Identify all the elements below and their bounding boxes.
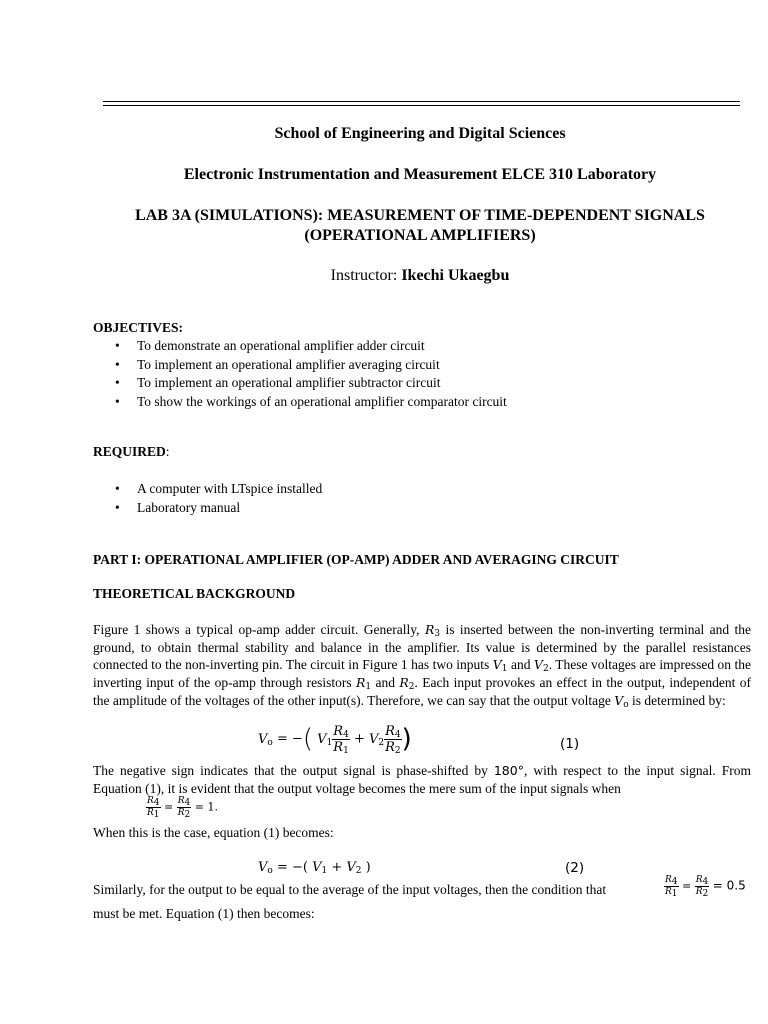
- objective-item: • To demonstrate an operational amplifier adder circuit: [112, 337, 507, 356]
- p1-text-c: and: [507, 657, 534, 673]
- objectives-heading: OBJECTIVES:: [93, 320, 184, 335]
- p2-text-c: .: [214, 800, 218, 814]
- equation-1: $V_o$ = −( $V_1$ $\frac{R_4}{R_1}$ + $V_2$ $\frac{R_4}{R_2}$ ): [258, 723, 412, 756]
- objective-item: • To implement an operational amplifier averaging circuit: [112, 356, 507, 375]
- p1-text-b: is inserted between the non-inverting terminal and the ground, to obtain thermal stability and balance in the amplifier. Its value is determined by the parallel resistances connected to the non-inverting pin. The circuit in Figure 1 has two inputs: [93, 622, 751, 673]
- paragraph-phase-shift: [93, 762, 751, 797]
- required-heading: [93, 444, 170, 460]
- p1-text-g: is determined by:: [628, 692, 726, 708]
- p2-text-b: , with respect to the input signal. From Equation (1), it is evident that the output voltage becomes the mere sum of the input signals when: [93, 763, 751, 796]
- objective-item: • To show the workings of an operational amplifier comparator circuit: [112, 393, 507, 412]
- instructor-name: Ikechi Ukaegbu: [401, 267, 510, 284]
- math-v2: $V_2$: [533, 657, 549, 675]
- paragraph-must-be-met: must be met. Equation (1) then becomes:: [93, 906, 315, 921]
- math-vo: $V_o$: [614, 692, 629, 710]
- objective-item: • To implement an operational amplifier subtractor circuit: [112, 374, 507, 393]
- lab-title-line2: (OPERATIONAL AMPLIFIERS): [304, 227, 536, 244]
- required-colon: :: [165, 444, 170, 459]
- math-180-degrees: 180°: [493, 763, 524, 778]
- lab-title-line1: LAB 3A (SIMULATIONS): MEASUREMENT OF TIME-DEPENDENT SIGNALS: [135, 207, 705, 224]
- p1-text-a: Figure 1 shows a typical op-amp adder circuit. Generally,: [93, 622, 425, 637]
- p1-text-e: and: [371, 675, 400, 691]
- instructor-label: Instructor:: [330, 267, 402, 284]
- school-name: School of Engineering and Digital Sciences: [274, 125, 566, 142]
- equation-1-number: (1): [560, 736, 580, 752]
- paragraph-adder-intro: [93, 621, 751, 710]
- p1-text-f: . Each input provokes an effect in the output, independent of the amplitude of the voltages of the other input(s). Therefore, we can say that the output voltage: [93, 675, 751, 708]
- header-rule-bottom: [103, 105, 740, 106]
- background-heading: THEORETICAL BACKGROUND: [93, 586, 296, 601]
- math-r3: $R_3$: [424, 622, 441, 639]
- paragraph-when-case: When this is the case, equation (1) becomes:: [93, 825, 334, 840]
- equation-2: $V_o$ = −( $V_1 + V_2$ ): [258, 860, 371, 876]
- p1-text-d: . These voltages are impressed on the inverting input of the op-amp through resistors: [93, 657, 751, 691]
- paragraph-average: [93, 881, 673, 899]
- part1-heading: PART I: OPERATIONAL AMPLIFIER (OP-AMP) ADDER AND AVERAGING CIRCUIT: [93, 552, 619, 567]
- required-item: • A computer with LTspice installed: [112, 480, 322, 499]
- required-item: • Laboratory manual: [112, 499, 322, 518]
- p2-text-a: The negative sign indicates that the output signal is phase-shifted by: [93, 763, 494, 778]
- objectives-list: [112, 337, 507, 411]
- math-r2: $R_2$: [399, 675, 415, 693]
- required-list: [112, 480, 322, 517]
- header-rule-top: [103, 101, 740, 102]
- required-heading-text: REQUIRED: [93, 444, 166, 459]
- math-half-value: = 0.5: [712, 878, 746, 893]
- equation-2-number: (2): [565, 860, 585, 876]
- condition-equal-ratio: $\frac{R_4}{R_1}$ = $\frac{R_4}{R_2}$ = 1.: [147, 796, 218, 820]
- math-v1: $V_1$: [492, 657, 508, 675]
- condition-half-ratio: $\frac{R_4}{R_1}$ = $\frac{R_4}{R_2}$ = 0.5: [665, 875, 746, 899]
- course-title: Electronic Instrumentation and Measurement ELCE 310 Laboratory: [183, 166, 657, 183]
- math-r1: $R_1$: [355, 675, 372, 693]
- p4-text-a: Similarly, for the output to be equal to the average of the input voltages, then the condition that: [93, 882, 607, 897]
- instructor-line: [0, 267, 768, 285]
